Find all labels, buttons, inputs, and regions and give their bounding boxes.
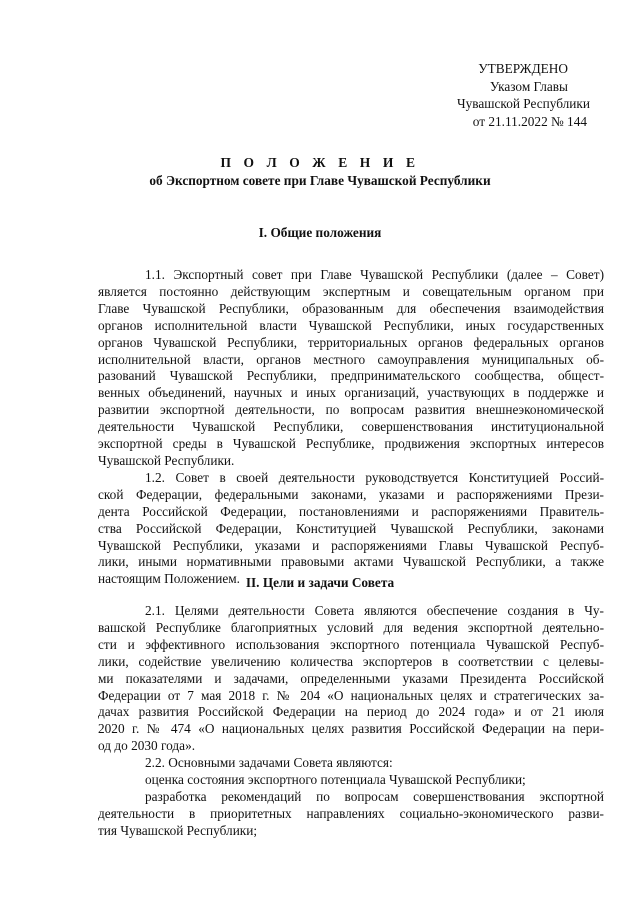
text-line: экспортной среды в Чувашской Республике, продвижения экспортных интересов bbox=[98, 436, 604, 452]
section-heading: II. Цели и задачи Совета bbox=[245, 575, 395, 590]
text-line: Федерации от 7 мая 2018 г. № 204 «О национальных целях и стратегических за- bbox=[98, 687, 604, 703]
text-line: дачах развития Российской Федерации на период до 2024 года» и от 21 июля bbox=[98, 704, 604, 720]
text-line: од до 2030 года». bbox=[98, 738, 196, 754]
text-line: Главе Чувашской Республики, образованным для обеспечения взаимодействия bbox=[98, 300, 604, 316]
text-line: 2.2. Основными задачами Совета являются: bbox=[145, 755, 393, 771]
text-line: деятельности в приоритетных направлениях социально-экономического разви- bbox=[98, 805, 604, 821]
approval-line: Чувашской Республики bbox=[456, 96, 590, 111]
text-line: вашской Республике благоприятных условий для ведения экспортной деятельно- bbox=[98, 619, 604, 635]
text-line: является постоянно действующим экспертным и совещательным органом при bbox=[98, 283, 604, 299]
text-line: ской Федерации, федеральными законами, указами и распоряжениями Прези- bbox=[98, 486, 604, 502]
section-body bbox=[98, 603, 604, 840]
text-line: тия Чувашской Республики; bbox=[98, 822, 258, 838]
text-line: лики, содействие увеличению количества экспортеров в соответствии с целевы- bbox=[98, 653, 604, 669]
document-subtitle: об Экспортном совете при Главе Чувашской Республики bbox=[149, 173, 491, 188]
text-line: лики, иными нормативными правовыми актами Чувашской Республики, а также bbox=[98, 554, 604, 570]
text-line: ства Российской Федерации, Конституцией Чувашской Республики, законами bbox=[98, 520, 604, 536]
text-line: настоящим Положением. bbox=[98, 571, 240, 587]
approval-line: УТВЕРЖДЕНО bbox=[478, 61, 568, 76]
text-line: разований Чувашской Республики, предпринимательского сообщества, общест- bbox=[98, 368, 604, 384]
text-line: развитии экспортной деятельности, по вопросам развития внешнеэкономической bbox=[98, 402, 604, 418]
approval-line: от 21.11.2022 № 144 bbox=[472, 113, 587, 129]
approval-stamp bbox=[420, 60, 620, 130]
text-line: ми показателями и задачами, определенными указами Президента Российской bbox=[98, 670, 604, 686]
text-line: сти и эффективного использования экспортного потенциала Чувашской Респуб- bbox=[98, 636, 604, 652]
text-line: разработка рекомендаций по вопросам совершенствования экспортной bbox=[145, 788, 604, 804]
section-body bbox=[98, 267, 604, 588]
text-line: 1.1. Экспортный совет при Главе Чувашской Республики (далее – Совет) bbox=[145, 267, 604, 282]
document-title: П О Л О Ж Е Н И Е bbox=[220, 155, 420, 170]
text-line: исполнительной власти, органов местного самоуправления муниципальных об- bbox=[98, 351, 604, 367]
text-line: деятельности Чувашской Республики, совершенствования институциональной bbox=[98, 419, 604, 435]
text-line: дента Российской Федерации, постановлениями и распоряжениями Правитель- bbox=[98, 503, 604, 519]
text-line: 1.2. Совет в своей деятельности руководствуется Конституцией Россий- bbox=[145, 469, 604, 485]
approval-line: Указом Главы bbox=[489, 78, 568, 94]
text-line: 2.1. Целями деятельности Совета являются обеспечение создания в Чу- bbox=[145, 603, 604, 618]
section-heading: I. Общие положения bbox=[258, 225, 382, 240]
text-line: оценка состояния экспортного потенциала Чувашской Республики; bbox=[145, 772, 526, 788]
text-line: Чувашской Республики. bbox=[98, 452, 235, 468]
text-line: Чувашской Республики, указами и распоряжениями Главы Чувашской Респуб- bbox=[98, 537, 604, 553]
text-line: венных объединений, научных и иных организаций, участвующих в поддержке и bbox=[98, 385, 604, 401]
text-line: 2020 г. № 474 «О национальных целях развития Российской Федерации на пери- bbox=[98, 721, 604, 737]
text-line: органов исполнительной власти Чувашской Республики, иных государственных bbox=[98, 317, 604, 333]
text-line: органов Чувашской Республики, территориальных органов федеральных органов bbox=[98, 334, 604, 350]
